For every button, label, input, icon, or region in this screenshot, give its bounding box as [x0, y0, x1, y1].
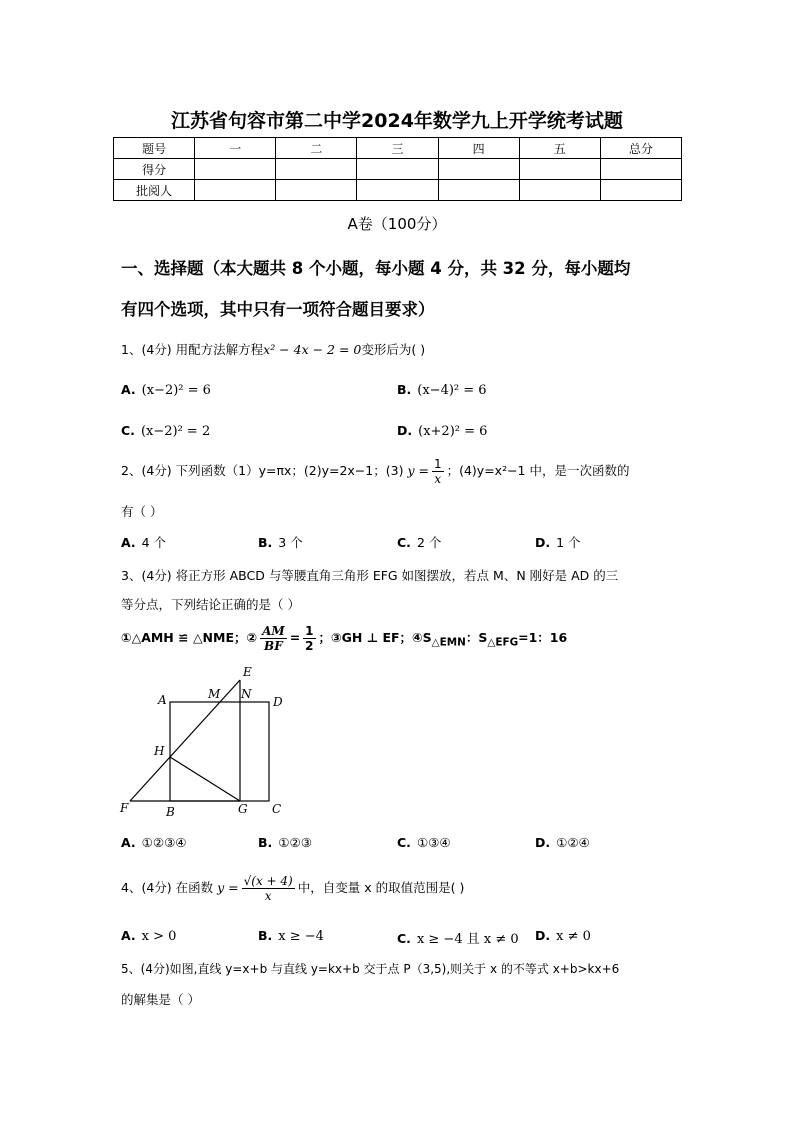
label-e: E — [243, 665, 252, 679]
q3-line1: 3、(4分) 将正方形 ABCD 与等腰直角三角形 EFG 如图摆放，若点 M、N 刚好是 AD 的三 — [121, 568, 619, 583]
label-b: B — [166, 805, 175, 819]
label-a: A — [158, 693, 167, 707]
score-table — [113, 137, 682, 201]
table-cell: 二 — [276, 138, 357, 159]
q4-option-a[interactable]: A. x > 0 — [121, 928, 177, 944]
paper-label: A卷（100分） — [347, 215, 447, 233]
q3-half: $\frac{1}{2}$ — [305, 624, 314, 653]
label-n: N — [241, 687, 252, 701]
label-h: H — [154, 744, 165, 758]
q4-option-d[interactable]: D. x ≠ 0 — [535, 928, 591, 944]
q2-option-d[interactable]: D. 1 个 — [535, 535, 581, 550]
table-cell — [600, 159, 681, 180]
option-text: (x+2)² = 6 — [418, 424, 488, 439]
table-cell — [357, 180, 438, 201]
q1-option-c[interactable]: C. (x−2)² = 2 — [121, 423, 211, 439]
square-abcd — [170, 702, 269, 801]
q2-line2: 有（ ） — [121, 504, 163, 519]
table-cell — [519, 159, 600, 180]
q2-option-b[interactable]: B. 3 个 — [258, 535, 303, 550]
q1-option-d[interactable]: D. (x+2)² = 6 — [397, 423, 488, 439]
question-2 — [121, 457, 629, 486]
label-c: C — [272, 802, 282, 816]
table-cell: 得分 — [114, 159, 195, 180]
q4-option-b[interactable]: B. x ≥ −4 — [258, 928, 324, 944]
q2-prefix: 2、(4分) 下列函数（1）y=πx；(2)y=2x−1；(3) — [121, 463, 404, 478]
question-1 — [121, 340, 425, 358]
q1-equation: x² − 4x − 2 = 0 — [263, 342, 362, 357]
q2-fraction: $\frac{1}{x}$ — [433, 457, 442, 486]
table-cell: 四 — [438, 138, 519, 159]
q5-line1: 5、(4分)如图,直线 y=x+b 与直线 y=kx+b 交于点 P（3,5),则关于 x 的不等式 x+b>kx+6 — [121, 962, 620, 976]
table-cell — [276, 159, 357, 180]
q5-line2: 的解集是（ ） — [121, 992, 200, 1007]
section-heading-line2: 有四个选项，其中只有一项符合题目要求） — [121, 300, 435, 319]
table-cell — [357, 159, 438, 180]
table-row — [114, 159, 682, 180]
q1-option-b[interactable]: B. (x−4)² = 6 — [397, 382, 487, 398]
q3-conclusions: ①△AMH ≌ △NME；② $\frac{AM}{BF}$ = $\frac{1}{2}$ ；③GH ⊥ EF；$④S_{\triangle EMN}$：$S_{\triangle EFG}=1$：16 — [121, 624, 568, 653]
table-cell — [195, 180, 276, 201]
line-hg — [170, 757, 240, 801]
q3-option-b[interactable]: B. ①②③ — [258, 835, 312, 850]
q2-suffix: ；(4)y=x²−1 中，是一次函数的 — [446, 463, 630, 478]
q4-lhs: y = — [217, 880, 239, 895]
q3-fraction: $\frac{AM}{BF}$ — [262, 624, 285, 653]
q3-geometry-figure — [110, 660, 310, 820]
label-d: D — [273, 695, 283, 709]
table-cell — [519, 180, 600, 201]
table-cell: 五 — [519, 138, 600, 159]
line-fe — [130, 680, 240, 801]
table-row — [114, 138, 682, 159]
table-cell — [438, 159, 519, 180]
table-cell — [195, 159, 276, 180]
table-cell — [600, 180, 681, 201]
q4-option-c[interactable]: C. x ≥ −4 且 x ≠ 0 — [397, 931, 519, 947]
option-text: (x−2)² = 2 — [140, 424, 211, 439]
q1-prefix: 1、(4分) 用配方法解方程 — [121, 342, 264, 357]
option-text: (x−2)² = 6 — [141, 383, 211, 398]
q2-option-a[interactable]: A. 4 个 — [121, 535, 167, 550]
table-cell: 题号 — [114, 138, 195, 159]
exam-title: 江苏省句容市第二中学2024年数学九上开学统考试题 — [171, 110, 623, 132]
option-text: (x−4)² = 6 — [417, 383, 487, 398]
q1-option-a[interactable]: A. (x−2)² = 6 — [121, 382, 211, 398]
q2-option-c[interactable]: C. 2 个 — [397, 535, 442, 550]
table-cell: 三 — [357, 138, 438, 159]
table-cell — [438, 180, 519, 201]
section-heading-line1: 一、选择题（本大题共 8 个小题，每小题 4 分，共 32 分，每小题均 — [121, 259, 631, 278]
q3-option-a[interactable]: A. ①②③④ — [121, 835, 187, 850]
label-m: M — [208, 687, 221, 701]
table-row — [114, 180, 682, 201]
table-cell: 总分 — [600, 138, 681, 159]
q3-option-d[interactable]: D. ①②④ — [535, 835, 590, 850]
question-4: 4、(4分) 在函数 y = $\frac{√(x + 4)}{x}$ 中，自变量 x 的取值范围是( ) — [121, 874, 465, 903]
q1-suffix: 变形后为( ) — [361, 342, 426, 357]
q2-func3-lhs: y = — [407, 463, 429, 478]
table-cell: 一 — [195, 138, 276, 159]
q4-fraction: $\frac{√(x + 4)}{x}$ — [243, 874, 293, 903]
q3-option-c[interactable]: C. ①③④ — [397, 835, 451, 850]
label-g: G — [238, 802, 248, 816]
q3-line2: 等分点，下列结论正确的是（ ） — [121, 597, 300, 612]
table-cell: 批阅人 — [114, 180, 195, 201]
table-cell — [276, 180, 357, 201]
label-f: F — [120, 801, 129, 815]
